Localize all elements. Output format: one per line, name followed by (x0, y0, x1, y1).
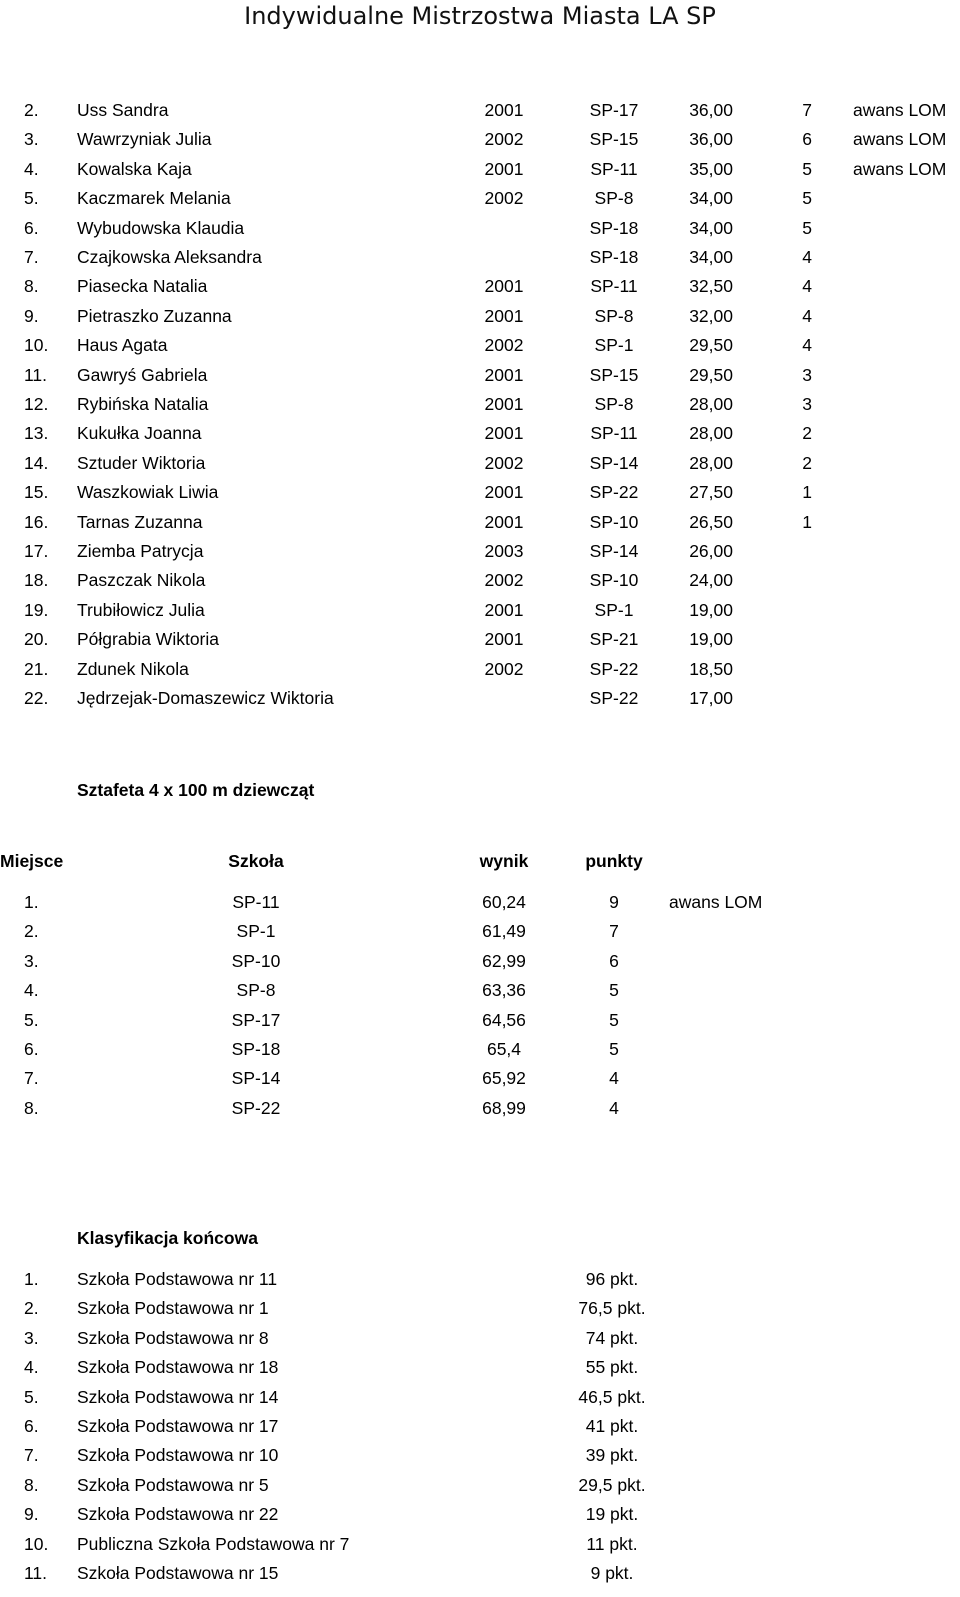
final-place: 4. (24, 1357, 39, 1378)
relay-place: 5. (24, 1009, 39, 1030)
result-value: 24,00 (689, 570, 733, 591)
relay-points: 7 (609, 921, 619, 942)
table-row (0, 421, 960, 445)
final-school: Szkoła Podstawowa nr 18 (77, 1357, 279, 1378)
result-year: 2001 (484, 305, 524, 326)
result-school: SP-8 (594, 305, 634, 326)
final-points: 19 pkt. (585, 1504, 639, 1525)
table-row (0, 919, 960, 943)
result-value: 34,00 (689, 188, 733, 209)
result-name: Czajkowska Aleksandra (77, 247, 262, 267)
final-place: 6. (24, 1416, 39, 1436)
result-name: Wybudowska Klaudia (77, 217, 245, 238)
result-year: 2002 (484, 570, 524, 591)
final-school: Szkoła Podstawowa nr 14 (77, 1386, 279, 1407)
table-row (0, 510, 960, 534)
result-name: Rybińska Natalia (77, 394, 209, 414)
relay-result: 61,49 (482, 921, 526, 942)
result-name: Haus Agata (77, 335, 168, 356)
result-value: 27,50 (689, 482, 733, 503)
table-row (0, 978, 960, 1002)
relay-place: 1. (24, 892, 39, 912)
result-value: 35,00 (689, 158, 733, 179)
result-points: 2 (802, 452, 812, 473)
result-place: 10. (24, 335, 49, 356)
final-school: Szkoła Podstawowa nr 17 (77, 1416, 279, 1436)
table-row (0, 949, 960, 973)
table-row (0, 627, 960, 651)
relay-place: 3. (24, 950, 39, 971)
result-place: 7. (24, 247, 39, 267)
relay-place: 8. (24, 1097, 39, 1118)
final-place: 9. (24, 1504, 39, 1525)
final-points: 96 pkt. (585, 1269, 639, 1289)
result-school: SP-1 (594, 599, 634, 620)
result-points: 7 (802, 100, 812, 120)
result-value: 32,00 (689, 305, 733, 326)
final-points: 39 pkt. (585, 1445, 639, 1466)
relay-school: SP-17 (231, 1009, 281, 1030)
result-points: 1 (802, 482, 812, 503)
result-school: SP-11 (590, 276, 638, 297)
final-points: 55 pkt. (585, 1357, 639, 1378)
result-name: Paszczak Nikola (77, 570, 206, 591)
result-name: Gawryś Gabriela (77, 364, 208, 385)
result-points: 1 (802, 511, 812, 532)
result-school: SP-10 (589, 511, 639, 532)
result-school: SP-15 (589, 364, 639, 385)
result-name: Kowalska Kaja (77, 158, 192, 179)
final-school: Szkoła Podstawowa nr 11 (77, 1269, 278, 1289)
table-row (0, 245, 960, 269)
result-value: 34,00 (689, 217, 733, 238)
relay-points: 5 (609, 1009, 619, 1030)
table-row (0, 304, 960, 328)
table-row (0, 98, 960, 122)
table-row (0, 1532, 960, 1556)
result-school: SP-21 (589, 629, 639, 650)
final-points: 76,5 pkt. (578, 1298, 646, 1319)
result-school: SP-17 (589, 100, 639, 120)
result-note: awans LOM (853, 129, 947, 150)
result-year: 2001 (484, 423, 524, 444)
result-points: 5 (802, 188, 812, 209)
result-note: awans LOM (853, 158, 947, 179)
table-row (0, 1355, 960, 1379)
result-name: Trubiłowicz Julia (77, 599, 205, 620)
table-row (0, 274, 960, 298)
result-name: Sztuder Wiktoria (77, 452, 206, 473)
table-row (0, 1473, 960, 1497)
table-row (0, 333, 960, 357)
table-row (0, 1096, 960, 1120)
result-school: SP-11 (590, 423, 638, 444)
final-place: 2. (24, 1298, 39, 1319)
result-value: 19,00 (689, 629, 733, 650)
relay-points: 9 (609, 892, 619, 912)
relay-result: 60,24 (482, 892, 526, 912)
relay-result: 68,99 (482, 1097, 526, 1118)
result-year: 2001 (484, 629, 524, 650)
table-row (0, 480, 960, 504)
final-place: 7. (24, 1445, 39, 1466)
result-year: 2001 (484, 276, 524, 297)
relay-result: 65,92 (482, 1068, 526, 1089)
table-row (0, 1385, 960, 1409)
result-school: SP-18 (589, 217, 639, 238)
result-place: 4. (24, 158, 39, 179)
result-year: 2001 (484, 511, 524, 532)
result-value: 18,50 (689, 658, 733, 679)
result-value: 28,00 (689, 423, 733, 444)
result-value: 28,00 (689, 394, 733, 414)
table-row (0, 363, 960, 387)
final-school: Szkoła Podstawowa nr 1 (77, 1298, 269, 1319)
final-points: 41 pkt. (585, 1416, 639, 1436)
relay-header-result: wynik (479, 851, 529, 871)
result-value: 29,50 (689, 335, 733, 356)
result-name: Półgrabia Wiktoria (77, 629, 219, 650)
result-name: Waszkowiak Liwia (77, 482, 219, 503)
relay-place: 2. (24, 921, 39, 942)
relay-header-place: Miejsce (0, 851, 64, 871)
result-value: 36,00 (689, 100, 733, 120)
relay-title: Sztafeta 4 x 100 m dziewcząt (77, 780, 315, 800)
final-school: Szkoła Podstawowa nr 22 (77, 1504, 279, 1525)
result-points: 2 (802, 423, 812, 444)
result-value: 32,50 (689, 276, 733, 297)
table-row (0, 890, 960, 914)
final-place: 1. (24, 1269, 39, 1289)
result-name: Uss Sandra (77, 100, 169, 120)
result-points: 5 (802, 158, 812, 179)
result-school: SP-10 (589, 570, 639, 591)
result-year: 2001 (484, 394, 524, 414)
result-place: 20. (24, 629, 49, 650)
final-points: 9 pkt. (590, 1563, 634, 1583)
result-school: SP-8 (594, 188, 634, 209)
result-year: 2001 (484, 158, 524, 179)
table-row (0, 1502, 960, 1526)
final-place: 10. (24, 1533, 49, 1554)
table-row (0, 1326, 960, 1350)
relay-school: SP-1 (236, 921, 276, 942)
table-row (0, 1296, 960, 1320)
relay-place: 6. (24, 1039, 39, 1059)
result-year: 2001 (484, 100, 524, 120)
result-year: 2002 (484, 129, 524, 150)
relay-header-points: punkty (585, 851, 643, 871)
table-row (0, 392, 960, 416)
final-points: 11 pkt. (586, 1533, 638, 1554)
result-name: Jędrzejak-Domaszewicz Wiktoria (77, 688, 334, 708)
result-place: 15. (24, 482, 49, 503)
relay-points: 4 (609, 1068, 619, 1089)
table-row (0, 539, 960, 563)
result-name: Kukułka Joanna (77, 423, 202, 444)
relay-points: 6 (609, 950, 619, 971)
result-place: 2. (24, 100, 39, 120)
result-place: 16. (24, 511, 49, 532)
result-place: 11. (24, 364, 48, 385)
table-row (0, 186, 960, 210)
result-place: 19. (24, 599, 49, 620)
result-year: 2002 (484, 335, 524, 356)
result-points: 3 (802, 364, 812, 385)
result-name: Zdunek Nikola (77, 658, 189, 679)
result-place: 18. (24, 570, 49, 591)
relay-result: 63,36 (482, 980, 526, 1001)
result-school: SP-15 (589, 129, 639, 150)
final-points: 74 pkt. (585, 1327, 639, 1348)
relay-school: SP-22 (231, 1097, 281, 1118)
result-place: 17. (24, 541, 49, 561)
result-points: 4 (802, 305, 812, 326)
result-value: 36,00 (689, 129, 733, 150)
table-row (0, 157, 960, 181)
result-year: 2001 (484, 482, 524, 503)
result-value: 34,00 (689, 247, 733, 267)
result-name: Kaczmarek Melania (77, 188, 231, 209)
table-row (0, 1066, 960, 1090)
final-place: 8. (24, 1474, 39, 1495)
result-points: 4 (802, 335, 812, 356)
result-points: 6 (802, 129, 812, 150)
result-place: 3. (24, 129, 39, 150)
table-row (0, 1037, 960, 1061)
table-row (0, 451, 960, 475)
result-place: 13. (24, 423, 49, 444)
final-points: 46,5 pkt. (578, 1386, 646, 1407)
final-place: 11. (24, 1563, 48, 1583)
result-year: 2002 (484, 452, 524, 473)
result-points: 5 (802, 217, 812, 238)
relay-place: 4. (24, 980, 39, 1001)
table-row (0, 1008, 960, 1032)
result-note: awans LOM (853, 100, 947, 120)
result-value: 26,00 (689, 541, 733, 561)
result-place: 12. (24, 394, 49, 414)
table-row (0, 568, 960, 592)
relay-points: 5 (609, 1039, 619, 1059)
result-year: 2001 (484, 364, 524, 385)
result-name: Ziemba Patrycja (77, 541, 204, 561)
result-points: 3 (802, 394, 812, 414)
final-title: Klasyfikacja końcowa (77, 1228, 258, 1248)
result-place: 6. (24, 217, 39, 238)
relay-points: 4 (609, 1097, 619, 1118)
result-school: SP-14 (589, 452, 639, 473)
result-value: 17,00 (689, 688, 733, 708)
final-school: Szkoła Podstawowa nr 5 (77, 1474, 269, 1495)
result-place: 8. (24, 276, 39, 297)
final-place: 5. (24, 1386, 39, 1407)
result-value: 26,50 (689, 511, 733, 532)
relay-header-school: Szkoła (228, 851, 284, 871)
result-school: SP-22 (589, 482, 639, 503)
page-title: Indywidualne Mistrzostwa Miasta LA SP (244, 2, 716, 30)
result-name: Pietraszko Zuzanna (77, 305, 232, 326)
relay-place: 7. (24, 1068, 39, 1089)
result-value: 28,00 (689, 452, 733, 473)
relay-school: SP-11 (232, 892, 280, 912)
final-place: 3. (24, 1327, 39, 1348)
result-value: 29,50 (689, 364, 733, 385)
result-points: 4 (802, 276, 812, 297)
table-row (0, 598, 960, 622)
table-row (0, 127, 960, 151)
result-school: SP-18 (589, 247, 639, 267)
table-row (0, 1561, 960, 1585)
result-place: 5. (24, 188, 39, 209)
result-place: 22. (24, 688, 49, 708)
relay-result: 64,56 (482, 1009, 526, 1030)
table-row (0, 1267, 960, 1291)
final-school: Publiczna Szkoła Podstawowa nr 7 (77, 1533, 350, 1554)
final-points: 29,5 pkt. (578, 1474, 646, 1495)
final-school: Szkoła Podstawowa nr 10 (77, 1445, 279, 1466)
relay-note: awans LOM (669, 892, 763, 912)
relay-school: SP-14 (231, 1068, 281, 1089)
result-school: SP-14 (589, 541, 639, 561)
table-row (0, 216, 960, 240)
result-year: 2002 (484, 658, 524, 679)
relay-result: 65,4 (486, 1039, 522, 1059)
relay-result: 62,99 (482, 950, 526, 971)
result-year: 2001 (484, 599, 524, 620)
result-school: SP-1 (594, 335, 634, 356)
table-row (0, 657, 960, 681)
relay-school: SP-8 (236, 980, 276, 1001)
table-row (0, 686, 960, 710)
result-points: 4 (802, 247, 812, 267)
result-school: SP-11 (590, 158, 638, 179)
result-name: Wawrzyniak Julia (77, 129, 212, 150)
final-school: Szkoła Podstawowa nr 8 (77, 1327, 269, 1348)
relay-points: 5 (609, 980, 619, 1001)
table-row (0, 1414, 960, 1438)
final-school: Szkoła Podstawowa nr 15 (77, 1563, 279, 1583)
result-name: Tarnas Zuzanna (77, 511, 203, 532)
result-year: 2002 (484, 188, 524, 209)
relay-school: SP-18 (231, 1039, 281, 1059)
result-place: 9. (24, 305, 39, 326)
table-row (0, 1443, 960, 1467)
result-value: 19,00 (689, 599, 733, 620)
result-name: Piasecka Natalia (77, 276, 208, 297)
relay-school: SP-10 (231, 950, 281, 971)
result-year: 2003 (484, 541, 524, 561)
result-school: SP-22 (589, 658, 639, 679)
result-school: SP-8 (594, 394, 634, 414)
relay-header-row (0, 849, 960, 873)
result-place: 21. (24, 658, 49, 679)
result-school: SP-22 (589, 688, 639, 708)
result-place: 14. (24, 452, 49, 473)
